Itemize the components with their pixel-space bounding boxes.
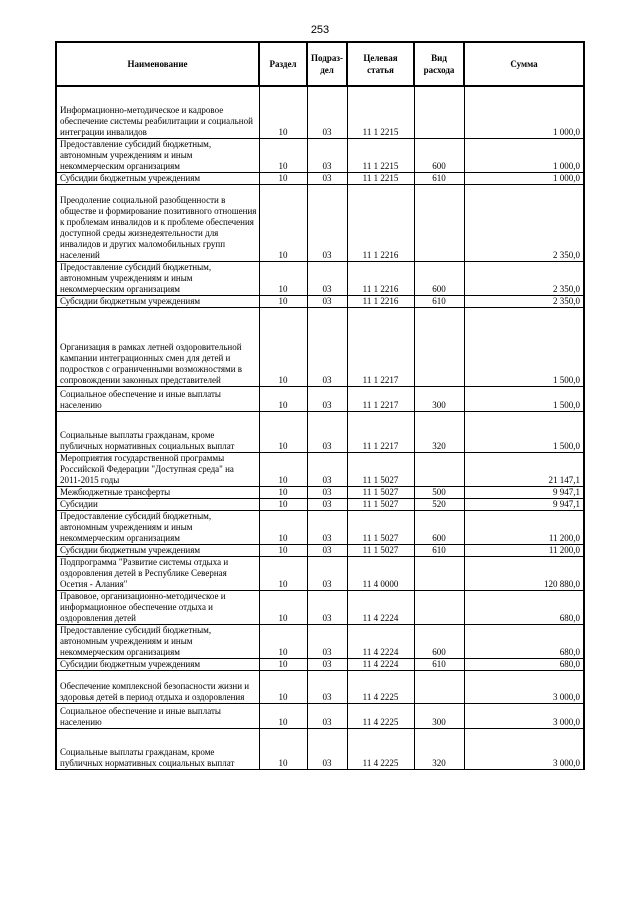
cell-type: 600 bbox=[414, 261, 464, 295]
cell-subsection: 03 bbox=[307, 658, 347, 670]
cell-target: 11 4 0000 bbox=[347, 556, 414, 590]
table-row bbox=[56, 556, 584, 590]
table-row bbox=[56, 486, 584, 498]
table-row bbox=[56, 703, 584, 728]
cell-name: Межбюджетные трансферты bbox=[56, 486, 259, 498]
cell-target: 11 1 2215 bbox=[347, 138, 414, 172]
cell-name: Обеспечение комплексной безопасности жизни и здоровья детей в период отдыха и оздоровления bbox=[56, 670, 259, 703]
cell-name: Социальное обеспечение и иные выплаты населению bbox=[56, 386, 259, 411]
cell-subsection: 03 bbox=[307, 172, 347, 184]
cell-section: 10 bbox=[259, 307, 307, 386]
cell-target: 11 1 5027 bbox=[347, 452, 414, 486]
table-row bbox=[56, 590, 584, 624]
cell-subsection: 03 bbox=[307, 498, 347, 510]
cell-target: 11 1 5027 bbox=[347, 544, 414, 556]
cell-sum: 2 350,0 bbox=[464, 184, 584, 261]
cell-sum: 1 500,0 bbox=[464, 386, 584, 411]
cell-sum: 1 000,0 bbox=[464, 138, 584, 172]
cell-type: 600 bbox=[414, 138, 464, 172]
cell-name: Подпрограмма "Развитие системы отдыха и оздоровления детей в Республике Северная Осетия - Алания" bbox=[56, 556, 259, 590]
cell-sum: 1 500,0 bbox=[464, 307, 584, 386]
table-row bbox=[56, 658, 584, 670]
cell-target: 11 1 2215 bbox=[347, 172, 414, 184]
cell-target: 11 1 2217 bbox=[347, 307, 414, 386]
table-row bbox=[56, 510, 584, 544]
cell-subsection: 03 bbox=[307, 138, 347, 172]
cell-type: 320 bbox=[414, 411, 464, 452]
cell-sum: 3 000,0 bbox=[464, 728, 584, 769]
cell-target: 11 1 2216 bbox=[347, 184, 414, 261]
header-section: Раздел bbox=[259, 42, 307, 86]
cell-section: 10 bbox=[259, 486, 307, 498]
cell-sum: 11 200,0 bbox=[464, 544, 584, 556]
cell-sum: 2 350,0 bbox=[464, 261, 584, 295]
cell-type bbox=[414, 184, 464, 261]
table-row bbox=[56, 452, 584, 486]
cell-name: Предоставление субсидий бюджетным, автономным учреждениям и иным некоммерческим организациям bbox=[56, 624, 259, 658]
cell-section: 10 bbox=[259, 261, 307, 295]
cell-sum: 3 000,0 bbox=[464, 670, 584, 703]
cell-target: 11 1 2217 bbox=[347, 386, 414, 411]
cell-target: 11 1 2217 bbox=[347, 411, 414, 452]
table-row bbox=[56, 261, 584, 295]
cell-sum: 1 500,0 bbox=[464, 411, 584, 452]
cell-section: 10 bbox=[259, 172, 307, 184]
header-type: Вид расхода bbox=[414, 42, 464, 86]
cell-subsection: 03 bbox=[307, 307, 347, 386]
cell-target: 11 4 2225 bbox=[347, 670, 414, 703]
table-row bbox=[56, 295, 584, 307]
cell-sum: 680,0 bbox=[464, 590, 584, 624]
table-row bbox=[56, 670, 584, 703]
cell-type bbox=[414, 452, 464, 486]
cell-section: 10 bbox=[259, 411, 307, 452]
cell-target: 11 1 5027 bbox=[347, 486, 414, 498]
cell-subsection: 03 bbox=[307, 590, 347, 624]
cell-name: Информационно-методическое и кадровое обеспечение системы реабилитации и социальной интеграции инвалидов bbox=[56, 86, 259, 138]
cell-target: 11 4 2225 bbox=[347, 703, 414, 728]
cell-section: 10 bbox=[259, 386, 307, 411]
cell-subsection: 03 bbox=[307, 670, 347, 703]
cell-sum: 3 000,0 bbox=[464, 703, 584, 728]
cell-name: Предоставление субсидий бюджетным, автономным учреждениям и иным некоммерческим организациям bbox=[56, 510, 259, 544]
cell-subsection: 03 bbox=[307, 452, 347, 486]
cell-type: 520 bbox=[414, 498, 464, 510]
cell-section: 10 bbox=[259, 670, 307, 703]
cell-type: 610 bbox=[414, 172, 464, 184]
cell-section: 10 bbox=[259, 590, 307, 624]
cell-name: Субсидии bbox=[56, 498, 259, 510]
cell-type bbox=[414, 307, 464, 386]
cell-name: Субсидии бюджетным учреждениям bbox=[56, 295, 259, 307]
cell-name: Субсидии бюджетным учреждениям bbox=[56, 658, 259, 670]
cell-subsection: 03 bbox=[307, 703, 347, 728]
table-row bbox=[56, 498, 584, 510]
cell-type: 610 bbox=[414, 658, 464, 670]
cell-subsection: 03 bbox=[307, 184, 347, 261]
cell-target: 11 4 2224 bbox=[347, 658, 414, 670]
cell-subsection: 03 bbox=[307, 486, 347, 498]
cell-section: 10 bbox=[259, 544, 307, 556]
cell-sum: 680,0 bbox=[464, 658, 584, 670]
cell-subsection: 03 bbox=[307, 510, 347, 544]
cell-type: 610 bbox=[414, 295, 464, 307]
cell-target: 11 1 2216 bbox=[347, 261, 414, 295]
cell-name: Преодоление социальной разобщенности в обществе и формирование позитивного отношения к проблемам инвалидов и к проблеме обеспечения доступной среды жизнедеятельности для инвалидов и других маломобильных групп населений bbox=[56, 184, 259, 261]
cell-sum: 2 350,0 bbox=[464, 295, 584, 307]
cell-name: Предоставление субсидий бюджетным, автономным учреждениям и иным некоммерческим организациям bbox=[56, 261, 259, 295]
cell-subsection: 03 bbox=[307, 624, 347, 658]
cell-subsection: 03 bbox=[307, 728, 347, 769]
cell-type: 500 bbox=[414, 486, 464, 498]
cell-target: 11 4 2225 bbox=[347, 728, 414, 769]
cell-type bbox=[414, 556, 464, 590]
table-body bbox=[56, 86, 584, 769]
cell-name: Правовое, организационно-методическое и информационное обеспечение отдыха и оздоровления детей bbox=[56, 590, 259, 624]
cell-sum: 9 947,1 bbox=[464, 486, 584, 498]
cell-sum: 1 000,0 bbox=[464, 86, 584, 138]
cell-type: 600 bbox=[414, 510, 464, 544]
header-target: Целевая статья bbox=[347, 42, 414, 86]
cell-type bbox=[414, 590, 464, 624]
cell-name: Субсидии бюджетным учреждениям bbox=[56, 544, 259, 556]
table-row bbox=[56, 138, 584, 172]
table-row bbox=[56, 86, 584, 138]
cell-name: Мероприятия государственной программы Российской Федерации "Доступная среда" на 2011-2015 годы bbox=[56, 452, 259, 486]
page-number: 253 bbox=[310, 24, 330, 36]
cell-subsection: 03 bbox=[307, 295, 347, 307]
cell-subsection: 03 bbox=[307, 544, 347, 556]
cell-target: 11 1 2216 bbox=[347, 295, 414, 307]
cell-section: 10 bbox=[259, 295, 307, 307]
cell-section: 10 bbox=[259, 510, 307, 544]
table-row bbox=[56, 307, 584, 386]
cell-name: Социальное обеспечение и иные выплаты населению bbox=[56, 703, 259, 728]
cell-section: 10 bbox=[259, 556, 307, 590]
budget-table bbox=[55, 41, 585, 770]
cell-section: 10 bbox=[259, 86, 307, 138]
cell-type: 300 bbox=[414, 386, 464, 411]
cell-section: 10 bbox=[259, 624, 307, 658]
cell-sum: 11 200,0 bbox=[464, 510, 584, 544]
header-subsection: Подраз- дел bbox=[307, 42, 347, 86]
cell-section: 10 bbox=[259, 138, 307, 172]
cell-type: 300 bbox=[414, 703, 464, 728]
table-row bbox=[56, 624, 584, 658]
cell-subsection: 03 bbox=[307, 386, 347, 411]
cell-name: Социальные выплаты гражданам, кроме публичных нормативных социальных выплат bbox=[56, 411, 259, 452]
cell-target: 11 1 2215 bbox=[347, 86, 414, 138]
cell-type: 320 bbox=[414, 728, 464, 769]
cell-subsection: 03 bbox=[307, 86, 347, 138]
cell-sum: 9 947,1 bbox=[464, 498, 584, 510]
cell-section: 10 bbox=[259, 658, 307, 670]
cell-section: 10 bbox=[259, 728, 307, 769]
cell-section: 10 bbox=[259, 452, 307, 486]
cell-name: Субсидии бюджетным учреждениям bbox=[56, 172, 259, 184]
cell-type: 610 bbox=[414, 544, 464, 556]
cell-type: 600 bbox=[414, 624, 464, 658]
cell-type bbox=[414, 670, 464, 703]
table-row bbox=[56, 184, 584, 261]
cell-target: 11 1 5027 bbox=[347, 498, 414, 510]
cell-sum: 680,0 bbox=[464, 624, 584, 658]
cell-sum: 21 147,1 bbox=[464, 452, 584, 486]
cell-sum: 120 880,0 bbox=[464, 556, 584, 590]
table-header-row bbox=[56, 42, 584, 86]
cell-type bbox=[414, 86, 464, 138]
table-row bbox=[56, 544, 584, 556]
table-row bbox=[56, 172, 584, 184]
cell-target: 11 1 5027 bbox=[347, 510, 414, 544]
cell-subsection: 03 bbox=[307, 411, 347, 452]
table-row bbox=[56, 386, 584, 411]
header-sum: Сумма bbox=[464, 42, 584, 86]
cell-section: 10 bbox=[259, 184, 307, 261]
cell-target: 11 4 2224 bbox=[347, 590, 414, 624]
table-row bbox=[56, 728, 584, 769]
cell-name: Социальные выплаты гражданам, кроме публичных нормативных социальных выплат bbox=[56, 728, 259, 769]
cell-sum: 1 000,0 bbox=[464, 172, 584, 184]
cell-subsection: 03 bbox=[307, 556, 347, 590]
cell-target: 11 4 2224 bbox=[347, 624, 414, 658]
cell-section: 10 bbox=[259, 498, 307, 510]
cell-section: 10 bbox=[259, 703, 307, 728]
cell-name: Организация в рамках летней оздоровительной кампании интеграционных смен для детей и подростков с ограниченными возможностями в сопровождении законных представителей bbox=[56, 307, 259, 386]
table-row bbox=[56, 411, 584, 452]
cell-name: Предоставление субсидий бюджетным, автономным учреждениям и иным некоммерческим организациям bbox=[56, 138, 259, 172]
header-name: Наименование bbox=[56, 42, 259, 86]
cell-subsection: 03 bbox=[307, 261, 347, 295]
